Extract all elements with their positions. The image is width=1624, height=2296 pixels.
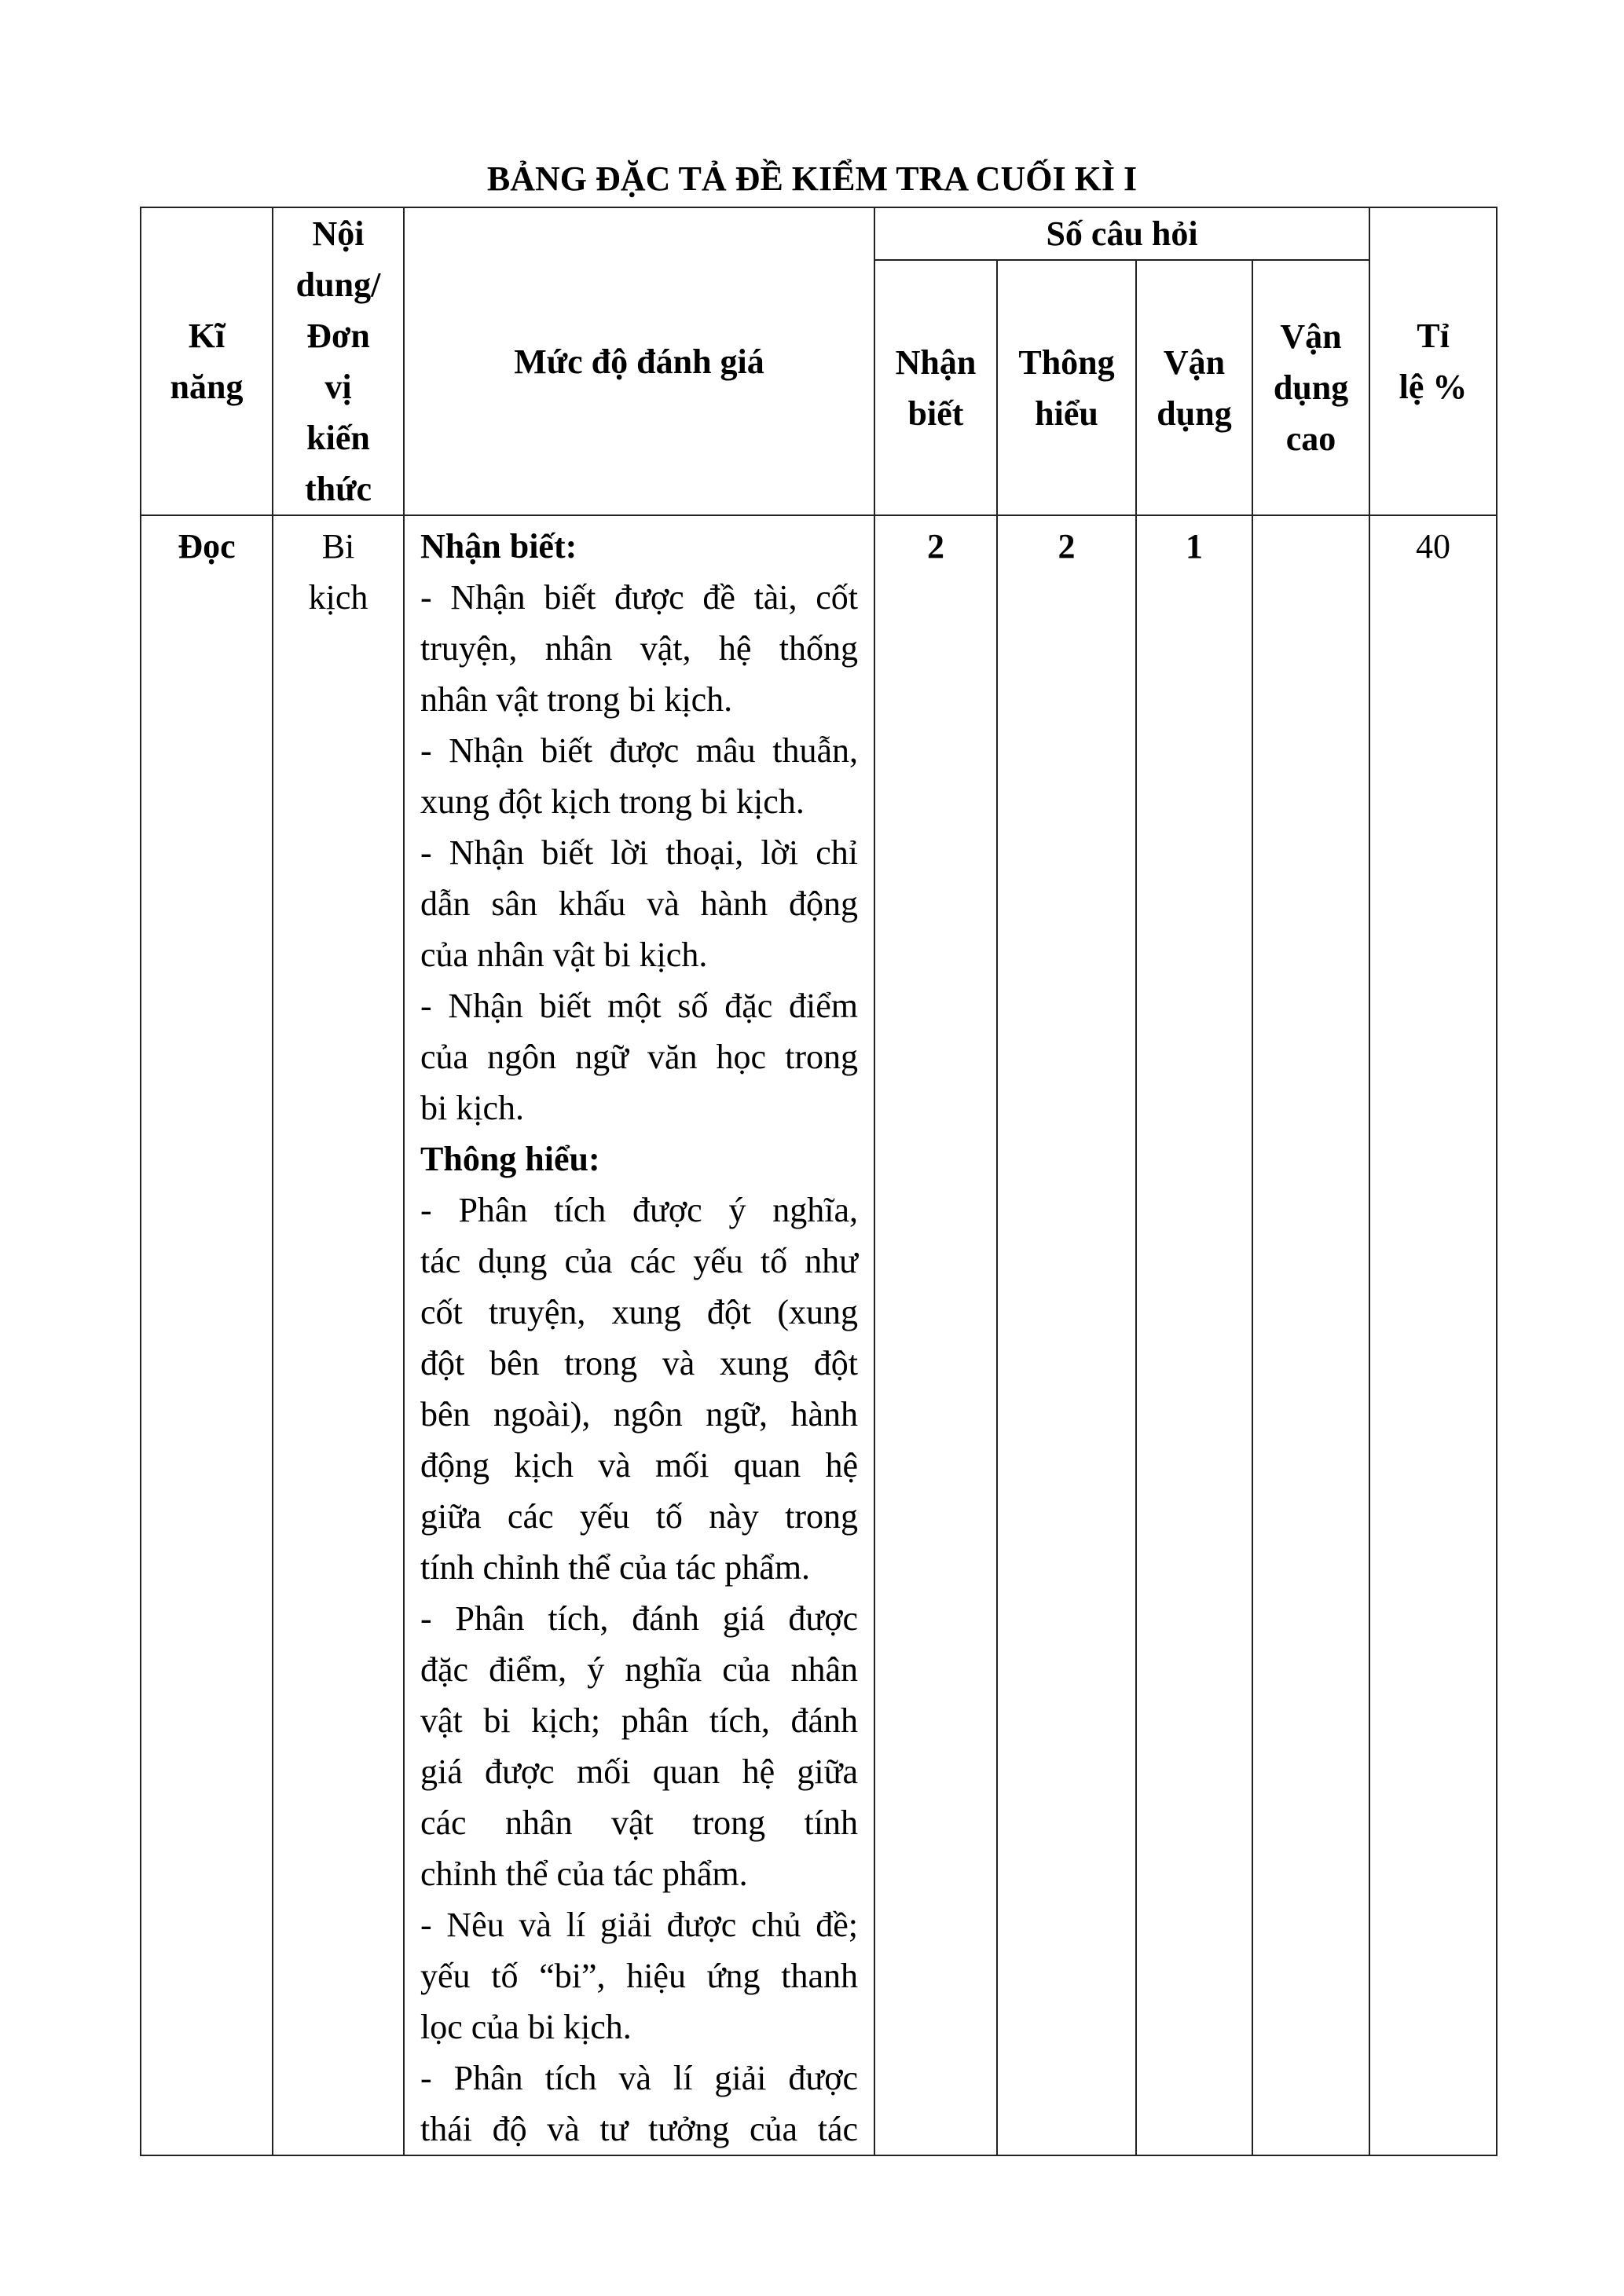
cell-content: Bi kịch	[273, 515, 404, 2155]
description-line: chỉnh thể của tác phẩm.	[420, 1855, 748, 1893]
description-line: vật bi kịch; phân tích, đánh	[420, 1701, 858, 1740]
description-line: tính chỉnh thể của tác phẩm.	[420, 1548, 811, 1587]
description-line: - Nhận biết lời thoại, lời chỉ	[420, 833, 858, 872]
header-content: Nội dung/ Đơn vị kiến thức	[273, 207, 404, 515]
description-line: - Phân tích và lí giải được	[420, 2059, 858, 2097]
cell-understand: 2	[997, 515, 1136, 2155]
description-line: xung đột kịch trong bi kịch.	[420, 782, 805, 821]
header-apply-high: Vận dụng cao	[1252, 260, 1369, 515]
description-line: - Nhận biết được đề tài, cốt	[420, 578, 858, 617]
header-recognize: Nhận biết	[874, 260, 997, 515]
cell-ratio: 40	[1369, 515, 1497, 2155]
description-line: - Nêu và lí giải được chủ đề;	[420, 1906, 858, 1944]
description-line: bi kịch.	[420, 1089, 524, 1127]
description-line: giữa các yếu tố này trong	[420, 1497, 858, 1536]
description-line: yếu tố “bi”, hiệu ứng thanh	[420, 1957, 858, 1995]
header-understand: Thông hiểu	[997, 260, 1136, 515]
description-line: truyện, nhân vật, hệ thống	[420, 629, 858, 668]
spec-table	[140, 207, 1498, 2156]
description-line: đột bên trong và xung đột	[420, 1344, 858, 1382]
description-line: bên ngoài), ngôn ngữ, hành	[420, 1395, 858, 1434]
cell-apply-high	[1252, 515, 1369, 2155]
description-line: lọc của bi kịch.	[420, 2008, 632, 2046]
description-line: các nhân vật trong tính	[420, 1803, 858, 1842]
header-skill: Kĩ năng	[141, 207, 273, 515]
description-line: - Nhận biết được mâu thuẫn,	[420, 731, 858, 770]
description-line: tác dụng của các yếu tố như	[420, 1242, 858, 1280]
description-line: của ngôn ngữ văn học trong	[420, 1038, 858, 1076]
description-line: thái độ và tư tưởng của tác	[420, 2110, 858, 2148]
description-line: giá được mối quan hệ giữa	[420, 1752, 858, 1791]
header-ratio: Tỉ lệ %	[1369, 207, 1497, 515]
table-row	[141, 515, 1497, 2155]
description-line: động kịch và mối quan hệ	[420, 1446, 858, 1485]
section-heading: Thông hiểu:	[420, 1140, 600, 1178]
description-line: cốt truyện, xung đột (xung	[420, 1293, 858, 1331]
description-line: nhân vật trong bi kịch.	[420, 680, 733, 719]
description-line: đặc điểm, ý nghĩa của nhân	[420, 1650, 858, 1689]
header-apply: Vận dụng	[1136, 260, 1252, 515]
section-heading: Nhận biết:	[420, 527, 577, 566]
description-line: - Phân tích, đánh giá được	[420, 1599, 858, 1638]
header-question-count: Số câu hỏi	[874, 207, 1369, 260]
cell-recognize: 2	[874, 515, 997, 2155]
description-line: - Nhận biết một số đặc điểm	[420, 987, 858, 1025]
cell-apply: 1	[1136, 515, 1252, 2155]
cell-description	[404, 515, 874, 2155]
description-line: của nhân vật bi kịch.	[420, 936, 708, 974]
description-line: dẫn sân khấu và hành động	[420, 884, 858, 923]
description-line: - Phân tích được ý nghĩa,	[420, 1191, 858, 1229]
cell-skill: Đọc	[141, 515, 273, 2155]
page-title: BẢNG ĐẶC TẢ ĐỀ KIỂM TRA CUỐI KÌ I	[486, 159, 1138, 198]
header-level: Mức độ đánh giá	[404, 207, 874, 515]
